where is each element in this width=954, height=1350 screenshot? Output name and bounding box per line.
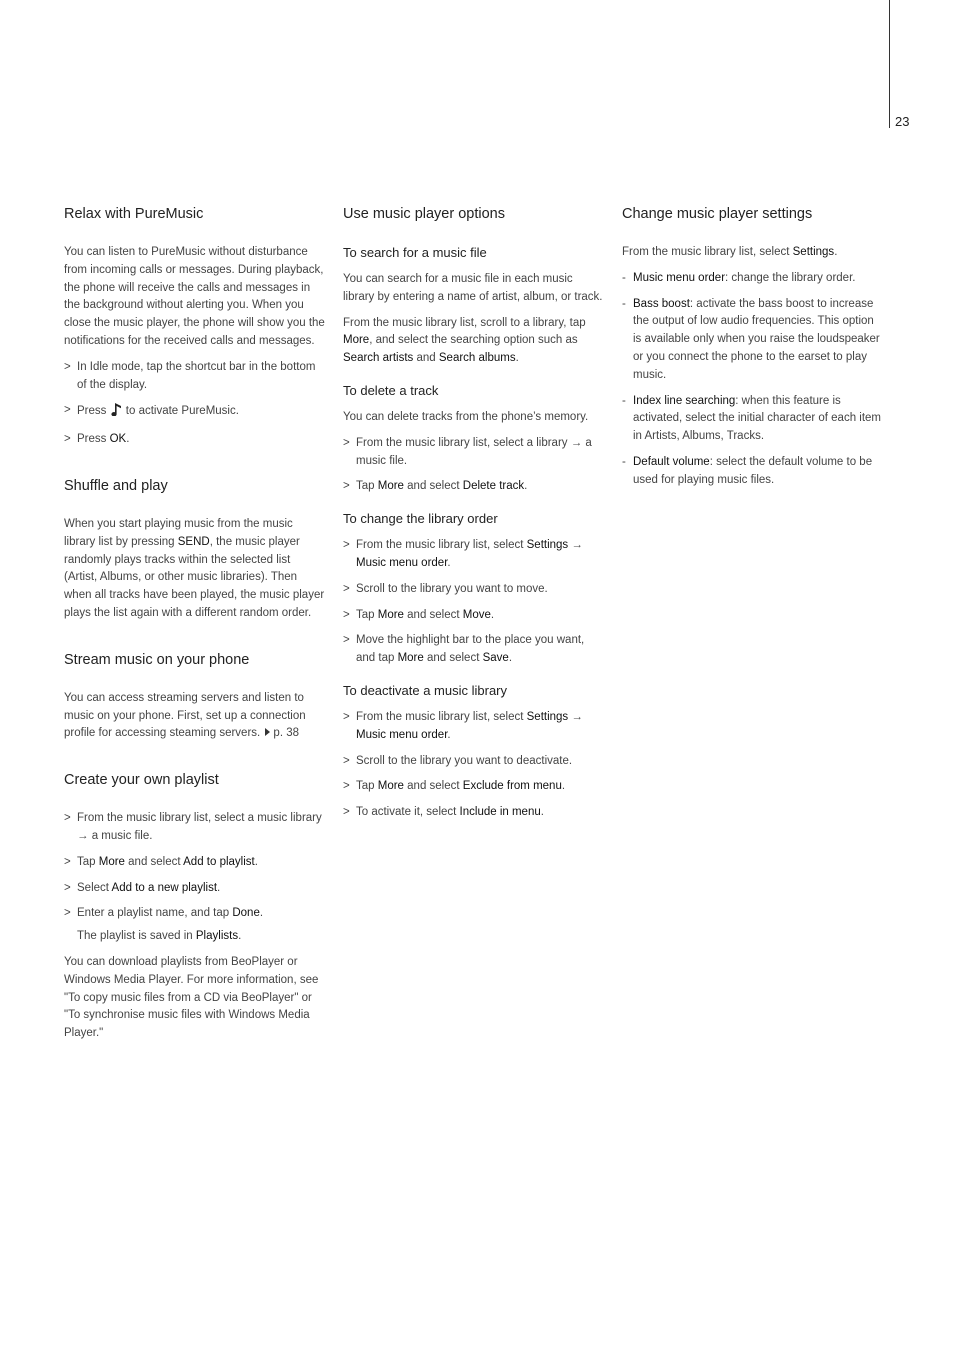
- list-marker: -: [622, 394, 626, 407]
- subsection-heading: To change the library order: [343, 511, 498, 527]
- column-middle: [343, 205, 605, 830]
- subsection-deactivate: [343, 682, 605, 822]
- emphasis-text: Music menu order: [633, 271, 726, 284]
- step-item: [64, 359, 326, 395]
- text-run: Move the highlight bar to the place you want, and tap: [356, 634, 585, 665]
- subsection-heading: To delete a track: [343, 382, 439, 398]
- text-run: Scroll to the library you want to move.: [356, 582, 548, 595]
- emphasis-text: OK: [109, 433, 127, 446]
- text-run: .: [259, 907, 264, 920]
- emphasis-text: Search albums: [438, 352, 516, 365]
- step-marker: >: [64, 433, 71, 446]
- text-run: : change the library order.: [725, 271, 856, 284]
- step-item: [64, 810, 326, 846]
- text-run: and select: [124, 855, 184, 868]
- text-run: , the music player randomly plays tracks within the selected list (Artist, Albums, or other music libraries). Then when all tracks have been played, the music player plays the list again with a different random order.: [64, 535, 325, 619]
- list-marker: >: [64, 855, 71, 868]
- text-run: : activate the bass boost to increase the output of low audio frequencies. This option is available only when you raise the loudspeaker or you connect the phone to the earset to play music.: [633, 297, 880, 381]
- step-marker: >: [64, 404, 71, 417]
- list-marker: >: [343, 608, 350, 621]
- text-run: From the music library list, select: [356, 539, 527, 552]
- emphasis-text: Music menu order: [356, 556, 448, 569]
- text-run: Tap: [77, 855, 99, 868]
- text-run: .: [217, 881, 221, 894]
- step-item: [343, 581, 605, 599]
- step-item: [64, 854, 326, 872]
- step-item: [343, 632, 605, 668]
- text-run: Tap: [356, 480, 378, 493]
- text-run: Scroll to the library you want to deactivate.: [356, 754, 573, 767]
- text-run: .: [490, 608, 495, 621]
- step-item: [64, 431, 326, 449]
- subsection-heading: To search for a music file: [343, 245, 487, 260]
- text-run: .: [515, 352, 519, 365]
- emphasis-text: Add to playlist: [183, 855, 255, 868]
- page-reference-arrow-icon: [265, 728, 270, 736]
- text-run: .: [834, 246, 838, 258]
- text-run: : when this feature is activated, select the initial character of each item in Artists, Albums, Tracks.: [633, 394, 882, 443]
- text-run: .: [561, 780, 566, 793]
- emphasis-text: More: [397, 652, 424, 665]
- text-run: Press: [77, 405, 110, 418]
- column-left: [64, 205, 326, 1065]
- emphasis-text: Bass boost: [633, 297, 690, 310]
- paragraph: You can download playlists from BeoPlayer or Windows Media Player. For more information, see "To copy music files from a CD via BeoPlayer" or "To synchronise music files with Windows Media Player.": [64, 955, 319, 1040]
- text-run: and select: [403, 480, 463, 493]
- step-item: [343, 478, 605, 496]
- text-run: From the music library list, select a library → a music file.: [356, 436, 592, 467]
- section-stream: [64, 651, 326, 743]
- paragraph: You can delete tracks from the phone’s memory.: [343, 410, 589, 423]
- emphasis-text: More: [377, 780, 404, 793]
- emphasis-text: Add to a new playlist: [111, 881, 218, 894]
- list-marker: -: [622, 271, 626, 284]
- text-run: When you start playing music from the music library list by pressing: [64, 517, 293, 548]
- text-run: From the music library list, select: [356, 710, 527, 723]
- step-item: [64, 402, 326, 423]
- list-marker: >: [343, 806, 350, 819]
- section-heading: Stream music on your phone: [64, 651, 250, 668]
- text-run: Select: [77, 881, 112, 894]
- page-number: 23: [895, 114, 910, 129]
- emphasis-text: Index line searching: [633, 394, 736, 407]
- settings-item: [622, 393, 884, 446]
- section-relax: [64, 205, 326, 449]
- text-run: and select: [403, 608, 463, 621]
- list-marker: >: [343, 754, 350, 767]
- paragraph: [622, 244, 884, 262]
- step-item: [343, 537, 605, 573]
- list-marker: >: [64, 881, 71, 894]
- step-item: [64, 905, 326, 923]
- subsection-library-order: [343, 510, 605, 668]
- emphasis-text: Search artists: [343, 352, 414, 365]
- text-run: Enter a playlist name, and tap: [77, 907, 233, 920]
- section-heading: Create your own playlist: [64, 772, 219, 789]
- list-marker: >: [343, 582, 350, 595]
- text-run: .: [126, 433, 130, 446]
- text-run: The playlist is saved in: [77, 930, 196, 943]
- emphasis-text: More: [98, 855, 125, 868]
- text-run: Press: [77, 433, 110, 446]
- paragraph: You can listen to PureMusic without disturbance from incoming calls or messages. During playback, the phone will receive the calls and messages in the background without alerting you. When you close the music player, the phone will show you the notifications for the received calls and messages.: [64, 246, 325, 347]
- emphasis-text: Music menu order: [356, 728, 448, 741]
- text-run: , and select the searching option such as: [369, 334, 578, 347]
- text-run: .: [508, 652, 513, 665]
- section-heading: Relax with PureMusic: [64, 206, 204, 222]
- subsection-search: [343, 244, 605, 368]
- page-reference: p. 38: [273, 727, 299, 740]
- text-run: .: [540, 806, 544, 819]
- page-rule: [889, 0, 890, 128]
- emphasis-text: More: [377, 480, 404, 493]
- text-run: and: [413, 352, 439, 365]
- text-run: : select the default volume to be used for playing music files.: [633, 455, 873, 486]
- settings-item: [622, 270, 884, 288]
- emphasis-text: Settings: [792, 246, 835, 258]
- text-run: From the music library list, scroll to a library, tap: [343, 316, 586, 329]
- emphasis-text: Delete track: [462, 480, 525, 493]
- emphasis-text: Exclude from menu: [462, 780, 562, 793]
- emphasis-text: More: [343, 334, 370, 347]
- list-marker: >: [343, 539, 350, 552]
- section-playlist: [64, 771, 326, 1043]
- text-run: .: [447, 728, 451, 741]
- text-run: From the music library list, select a music library → a music file.: [77, 812, 322, 842]
- text-run: .: [254, 855, 258, 868]
- section-heading: Shuffle and play: [64, 477, 168, 494]
- emphasis-text: Save: [482, 652, 509, 665]
- paragraph: [64, 690, 326, 743]
- step-item: [343, 709, 605, 745]
- text-run: .: [524, 480, 528, 493]
- text-run: Tap: [356, 780, 378, 793]
- list-marker: >: [343, 710, 350, 723]
- list-marker: >: [343, 780, 350, 793]
- list-marker: -: [622, 297, 626, 310]
- list-marker: >: [64, 907, 71, 920]
- text-run: From the music library list, select: [622, 246, 793, 258]
- list-marker: >: [343, 436, 350, 449]
- list-marker: -: [622, 455, 626, 468]
- paragraph: You can search for a music file in each music library by entering a name of artist, album, or track.: [343, 273, 603, 303]
- subsection-heading: To deactivate a music library: [343, 682, 508, 698]
- text-run: .: [238, 930, 242, 943]
- text-run: and select: [423, 652, 483, 665]
- emphasis-text: Settings: [526, 539, 569, 552]
- step-item: [343, 435, 605, 471]
- emphasis-text: Playlists: [195, 930, 239, 943]
- step-item: [64, 880, 326, 898]
- section-heading: Change music player settings: [622, 206, 813, 222]
- emphasis-text: Move: [462, 608, 491, 621]
- step-item: [343, 804, 605, 822]
- emphasis-text: Settings: [526, 710, 569, 723]
- text-run: .: [447, 556, 451, 569]
- paragraph: [64, 516, 326, 623]
- emphasis-text: Default volume: [633, 455, 710, 468]
- settings-item: [622, 454, 884, 490]
- step-item: [343, 753, 605, 771]
- step-marker: >: [64, 360, 71, 373]
- text-run: To activate it, select: [356, 806, 460, 819]
- settings-item: [622, 296, 884, 385]
- subsection-delete: [343, 382, 605, 496]
- emphasis-text: Include in menu: [459, 806, 541, 819]
- text-run: →: [568, 710, 583, 723]
- step-result: [64, 928, 326, 946]
- list-marker: >: [64, 812, 71, 825]
- music-note-icon: [110, 402, 123, 423]
- list-marker: >: [343, 634, 350, 647]
- text-run: Tap: [356, 608, 378, 621]
- text-run: to activate PureMusic.: [122, 405, 239, 418]
- step-item: [343, 778, 605, 796]
- step-item: [343, 607, 605, 625]
- text-run: In Idle mode, tap the shortcut bar in the bottom of the display.: [77, 360, 316, 391]
- section-heading: Use music player options: [343, 206, 505, 222]
- text-run: You can access streaming servers and listen to music on your phone. First, set up a connection profile for accessing steaming servers.: [64, 691, 306, 740]
- paragraph: [343, 315, 605, 368]
- emphasis-text: SEND: [177, 535, 210, 548]
- emphasis-text: Done: [232, 907, 260, 920]
- text-run: and select: [403, 780, 463, 793]
- emphasis-text: More: [377, 608, 404, 621]
- text-run: →: [568, 539, 583, 552]
- list-marker: >: [343, 480, 350, 493]
- column-right: [622, 205, 884, 498]
- section-shuffle: [64, 477, 326, 623]
